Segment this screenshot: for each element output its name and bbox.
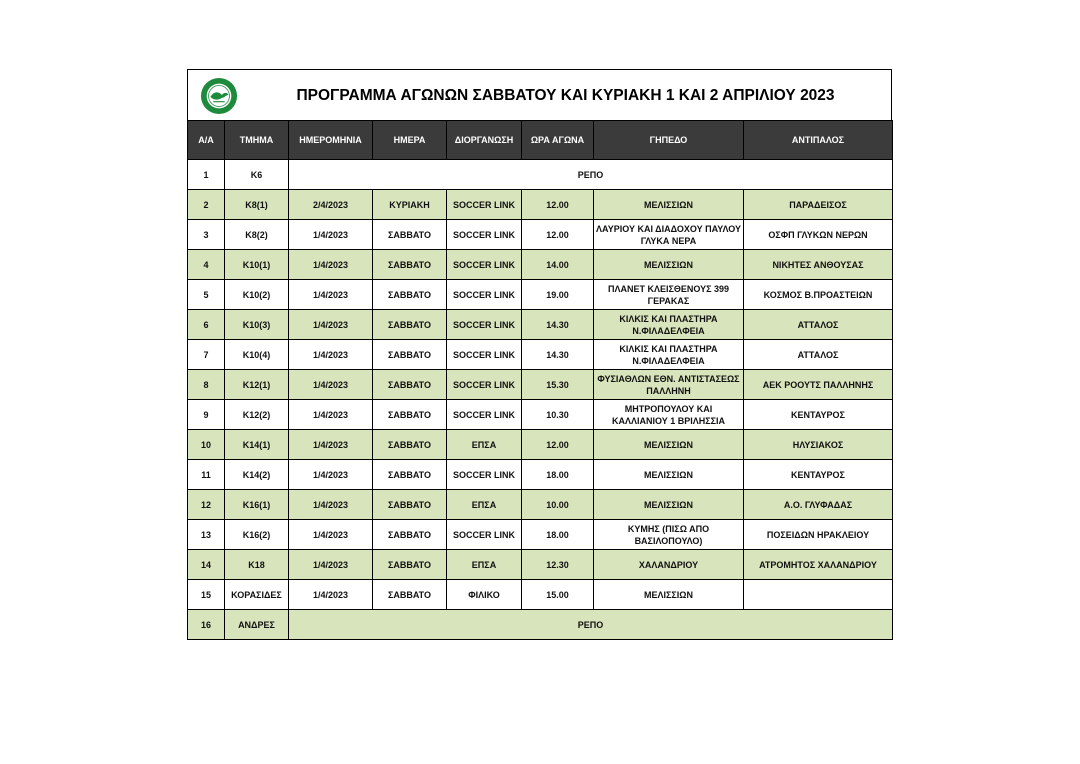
table-row — [188, 610, 893, 640]
row-date: 1/4/2023 — [289, 580, 373, 610]
row-opponent: ΑΤΡΟΜΗΤΟΣ ΧΑΛΑΝΔΡΙΟΥ — [744, 550, 893, 580]
row-venue: ΧΑΛΑΝΔΡΙΟΥ — [594, 550, 744, 580]
row-rest: ΡΕΠΟ — [289, 610, 893, 640]
row-date: 1/4/2023 — [289, 460, 373, 490]
row-num: 6 — [188, 310, 225, 340]
row-time: 10.00 — [522, 490, 594, 520]
row-venue: ΜΕΛΙΣΣΙΩΝ — [594, 430, 744, 460]
header-venue: ΓΗΠΕΔΟ — [594, 121, 744, 160]
row-organization: SOCCER LINK — [447, 400, 522, 430]
row-day: ΣΑΒΒΑΤΟ — [373, 490, 447, 520]
schedule-sheet — [187, 69, 892, 640]
row-team: Κ16(2) — [225, 520, 289, 550]
row-venue: ΚΙΛΚΙΣ ΚΑΙ ΠΛΑΣΤΗΡΑ Ν.ΦΙΛΑΔΕΛΦΕΙΑ — [594, 310, 744, 340]
row-day: ΣΑΒΒΑΤΟ — [373, 430, 447, 460]
row-day: ΚΥΡΙΑΚΗ — [373, 190, 447, 220]
row-date: 2/4/2023 — [289, 190, 373, 220]
row-date: 1/4/2023 — [289, 250, 373, 280]
row-num: 7 — [188, 340, 225, 370]
header-opponent: ΑΝΤΙΠΑΛΟΣ — [744, 121, 893, 160]
row-organization: SOCCER LINK — [447, 520, 522, 550]
table-row — [188, 550, 893, 580]
row-date: 1/4/2023 — [289, 310, 373, 340]
header-time: ΩΡΑ ΑΓΩΝΑ — [522, 121, 594, 160]
row-num: 5 — [188, 280, 225, 310]
row-day: ΣΑΒΒΑΤΟ — [373, 370, 447, 400]
row-time: 15.00 — [522, 580, 594, 610]
table-row — [188, 340, 893, 370]
row-num: 10 — [188, 430, 225, 460]
row-time: 14.00 — [522, 250, 594, 280]
table-row — [188, 400, 893, 430]
row-date: 1/4/2023 — [289, 280, 373, 310]
row-opponent: ΑΤΤΑΛΟΣ — [744, 340, 893, 370]
row-organization: SOCCER LINK — [447, 280, 522, 310]
row-time: 12.00 — [522, 220, 594, 250]
row-rest: ΡΕΠΟ — [289, 160, 893, 190]
table-row — [188, 310, 893, 340]
row-date: 1/4/2023 — [289, 400, 373, 430]
row-day: ΣΑΒΒΑΤΟ — [373, 340, 447, 370]
row-venue: ΜΗΤΡΟΠΟΥΛΟΥ ΚΑΙ ΚΑΛΛΙΑΝΙΟΥ 1 ΒΡΙΛΗΣΣΙΑ — [594, 400, 744, 430]
header-team: ΤΜΗΜΑ — [225, 121, 289, 160]
row-team: Κ18 — [225, 550, 289, 580]
row-organization: ΦΙΛΙΚΟ — [447, 580, 522, 610]
row-organization: ΕΠΣΑ — [447, 490, 522, 520]
table-row — [188, 520, 893, 550]
row-time: 18.00 — [522, 460, 594, 490]
row-time: 19.00 — [522, 280, 594, 310]
row-day: ΣΑΒΒΑΤΟ — [373, 310, 447, 340]
row-num: 13 — [188, 520, 225, 550]
row-opponent: ΑΕΚ ΡΟΟΥΤΣ ΠΑΛΛΗΝΗΣ — [744, 370, 893, 400]
table-row — [188, 490, 893, 520]
row-team: ΑΝΔΡΕΣ — [225, 610, 289, 640]
row-venue: ΜΕΛΙΣΣΙΩΝ — [594, 490, 744, 520]
table-row — [188, 220, 893, 250]
row-date: 1/4/2023 — [289, 430, 373, 460]
row-date: 1/4/2023 — [289, 550, 373, 580]
row-time: 10.30 — [522, 400, 594, 430]
row-team: Κ12(1) — [225, 370, 289, 400]
table-row — [188, 370, 893, 400]
row-opponent — [744, 580, 893, 610]
row-team: Κ10(3) — [225, 310, 289, 340]
row-date: 1/4/2023 — [289, 220, 373, 250]
row-time: 12.00 — [522, 430, 594, 460]
row-opponent: ΠΟΣΕΙΔΩΝ ΗΡΑΚΛΕΙΟΥ — [744, 520, 893, 550]
table-row — [188, 280, 893, 310]
row-venue: ΜΕΛΙΣΣΙΩΝ — [594, 460, 744, 490]
row-organization: SOCCER LINK — [447, 220, 522, 250]
row-num: 3 — [188, 220, 225, 250]
row-opponent: ΗΛΥΣΙΑΚΟΣ — [744, 430, 893, 460]
row-num: 9 — [188, 400, 225, 430]
row-opponent: ΚΕΝΤΑΥΡΟΣ — [744, 400, 893, 430]
row-organization: SOCCER LINK — [447, 250, 522, 280]
row-time: 15.30 — [522, 370, 594, 400]
row-venue: ΚΙΛΚΙΣ ΚΑΙ ΠΛΑΣΤΗΡΑ Ν.ΦΙΛΑΔΕΛΦΕΙΑ — [594, 340, 744, 370]
club-crest-icon — [200, 77, 238, 115]
row-time: 14.30 — [522, 340, 594, 370]
row-organization: SOCCER LINK — [447, 370, 522, 400]
row-date: 1/4/2023 — [289, 340, 373, 370]
row-num: 8 — [188, 370, 225, 400]
row-team: ΚΟΡΑΣΙΔΕΣ — [225, 580, 289, 610]
row-venue: ΛΑΥΡΙΟΥ ΚΑΙ ΔΙΑΔΟΧΟΥ ΠΑΥΛΟΥ ΓΛΥΚΑ ΝΕΡΑ — [594, 220, 744, 250]
row-venue: ΜΕΛΙΣΣΙΩΝ — [594, 580, 744, 610]
row-organization: ΕΠΣΑ — [447, 430, 522, 460]
row-time: 12.30 — [522, 550, 594, 580]
row-organization: SOCCER LINK — [447, 190, 522, 220]
row-venue: ΜΕΛΙΣΣΙΩΝ — [594, 190, 744, 220]
row-team: Κ6 — [225, 160, 289, 190]
table-row — [188, 190, 893, 220]
row-day: ΣΑΒΒΑΤΟ — [373, 550, 447, 580]
row-team: Κ10(1) — [225, 250, 289, 280]
row-time: 14.30 — [522, 310, 594, 340]
table-header-row — [188, 121, 893, 160]
row-num: 15 — [188, 580, 225, 610]
row-num: 1 — [188, 160, 225, 190]
row-organization: SOCCER LINK — [447, 460, 522, 490]
row-num: 11 — [188, 460, 225, 490]
row-venue: ΦΥΣΙΑΘΛΩΝ ΕΘΝ. ΑΝΤΙΣΤΑΣΕΩΣ ΠΑΛΛΗΝΗ — [594, 370, 744, 400]
row-opponent: ΟΣΦΠ ΓΛΥΚΩΝ ΝΕΡΩΝ — [744, 220, 893, 250]
row-venue: ΜΕΛΙΣΣΙΩΝ — [594, 250, 744, 280]
header-num: Α/Α — [188, 121, 225, 160]
row-num: 14 — [188, 550, 225, 580]
row-day: ΣΑΒΒΑΤΟ — [373, 520, 447, 550]
header-day: ΗΜΕΡΑ — [373, 121, 447, 160]
row-num: 2 — [188, 190, 225, 220]
page-title: ΠΡΟΓΡΑΜΜΑ ΑΓΩΝΩΝ ΣΑΒΒΑΤΟΥ ΚΑΙ ΚΥΡΙΑΚΗ 1 ΚΑΙ 2 ΑΠΡΙΛΙΟΥ 2023 — [296, 87, 835, 104]
row-organization: SOCCER LINK — [447, 340, 522, 370]
row-organization: SOCCER LINK — [447, 310, 522, 340]
row-time: 12.00 — [522, 190, 594, 220]
row-date: 1/4/2023 — [289, 370, 373, 400]
row-num: 16 — [188, 610, 225, 640]
row-organization: ΕΠΣΑ — [447, 550, 522, 580]
row-day: ΣΑΒΒΑΤΟ — [373, 250, 447, 280]
row-team: Κ12(2) — [225, 400, 289, 430]
row-date: 1/4/2023 — [289, 520, 373, 550]
row-team: Κ14(1) — [225, 430, 289, 460]
row-opponent: ΠΑΡΑΔΕΙΣΟΣ — [744, 190, 893, 220]
row-team: Κ8(1) — [225, 190, 289, 220]
table-row — [188, 460, 893, 490]
row-venue: ΚΥΜΗΣ (ΠΙΣΩ ΑΠΟ ΒΑΣΙΛΟΠΟΥΛΟ) — [594, 520, 744, 550]
row-team: Κ16(1) — [225, 490, 289, 520]
row-day: ΣΑΒΒΑΤΟ — [373, 400, 447, 430]
header-organization: ΔΙΟΡΓΑΝΩΣΗ — [447, 121, 522, 160]
row-opponent: ΑΤΤΑΛΟΣ — [744, 310, 893, 340]
row-date: 1/4/2023 — [289, 490, 373, 520]
row-team: Κ8(2) — [225, 220, 289, 250]
table-row — [188, 430, 893, 460]
row-opponent: ΚΟΣΜΟΣ Β.ΠΡΟΑΣΤΕΙΩΝ — [744, 280, 893, 310]
row-num: 4 — [188, 250, 225, 280]
row-num: 12 — [188, 490, 225, 520]
row-opponent: ΝΙΚΗΤΕΣ ΑΝΘΟΥΣΑΣ — [744, 250, 893, 280]
row-opponent: Α.Ο. ΓΛΥΦΑΔΑΣ — [744, 490, 893, 520]
row-day: ΣΑΒΒΑΤΟ — [373, 580, 447, 610]
row-day: ΣΑΒΒΑΤΟ — [373, 460, 447, 490]
table-row — [188, 580, 893, 610]
table-row — [188, 160, 893, 190]
row-team: Κ10(4) — [225, 340, 289, 370]
table-row — [188, 250, 893, 280]
row-opponent: ΚΕΝΤΑΥΡΟΣ — [744, 460, 893, 490]
row-day: ΣΑΒΒΑΤΟ — [373, 220, 447, 250]
row-time: 18.00 — [522, 520, 594, 550]
row-day: ΣΑΒΒΑΤΟ — [373, 280, 447, 310]
row-team: Κ14(2) — [225, 460, 289, 490]
row-venue: ΠΛΑΝΕΤ ΚΛΕΙΣΘΕΝΟΥΣ 399 ΓΕΡΑΚΑΣ — [594, 280, 744, 310]
header-date: ΗΜΕΡΟΜΗΝΙΑ — [289, 121, 373, 160]
schedule-table — [187, 120, 893, 640]
title-row — [187, 69, 892, 120]
row-team: Κ10(2) — [225, 280, 289, 310]
